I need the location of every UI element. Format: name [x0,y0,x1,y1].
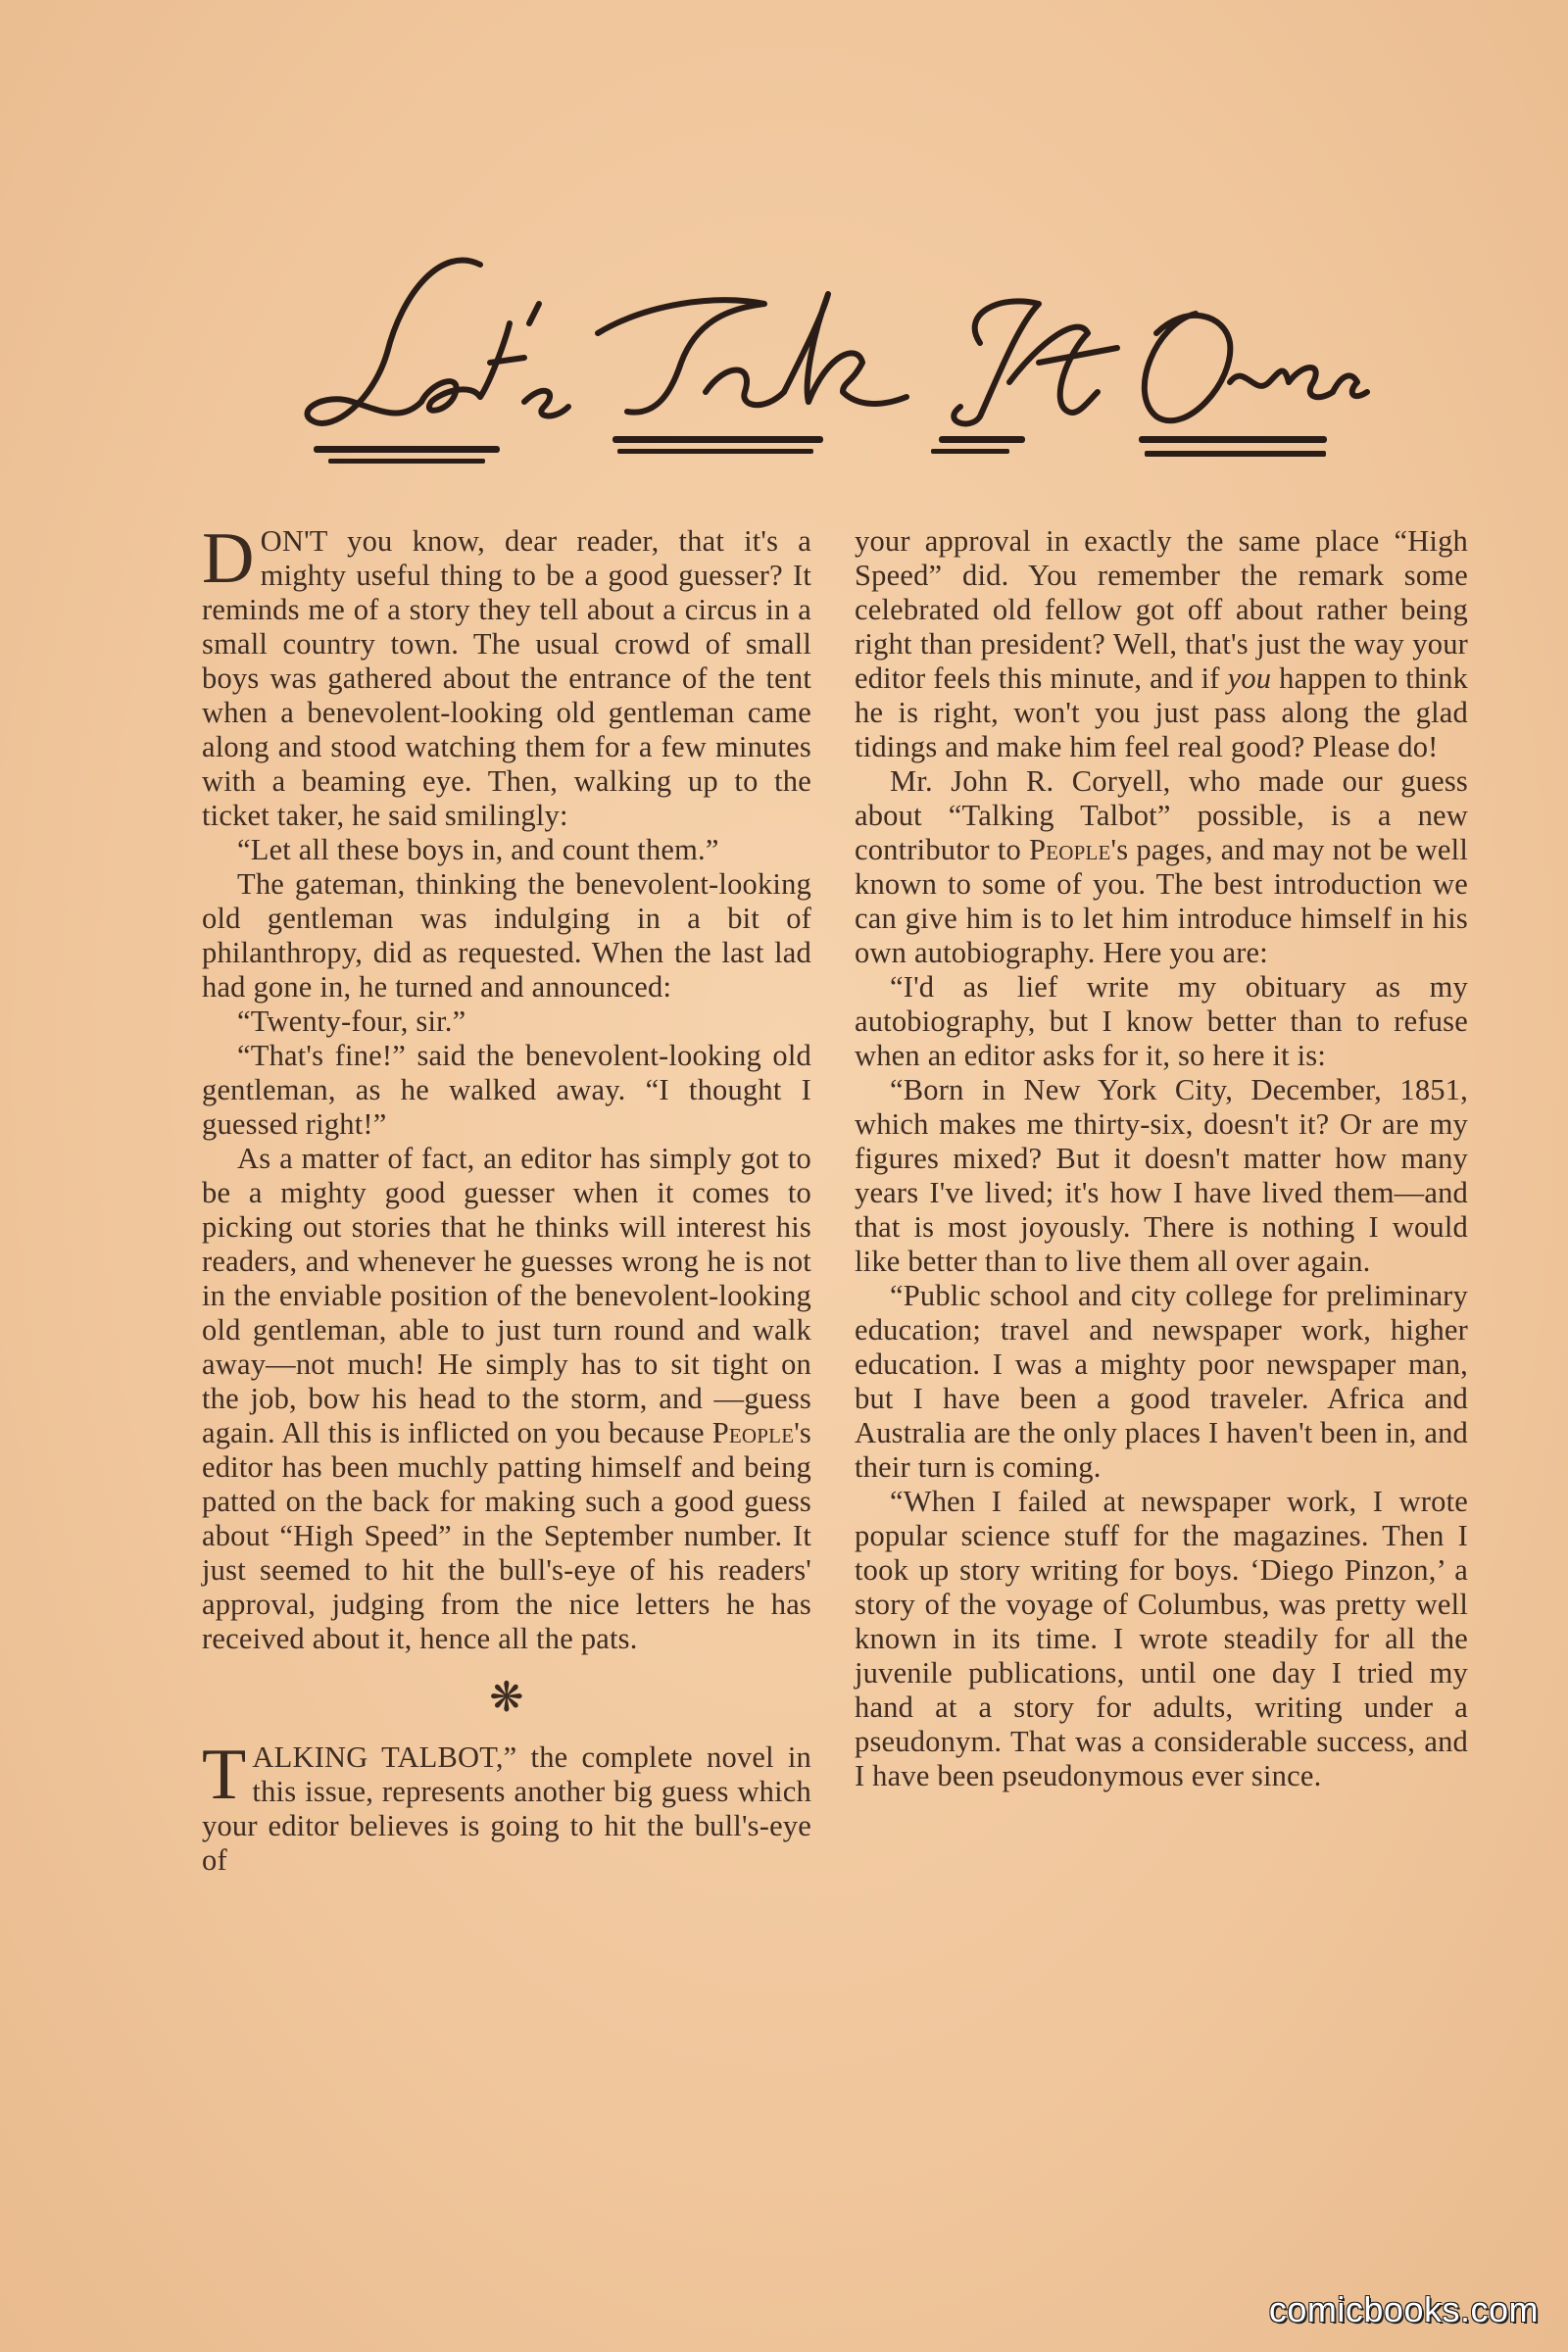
section-ornament: ❋ [489,1676,524,1721]
paragraph-1 [202,518,811,833]
paragraph-10: “I'd as lief write my obituary as my autobiography, but I know better than to refuse when an editor asks for it, so here it is: [855,970,1468,1072]
paragraph-6-text-a: As a matter of fact, an editor has simply got to be a mighty good guesser when it comes to picking out stories that he thinks will interest his readers, and whenever he guesses wrong he is not in the enviable position of the benevolent-looking old gentleman, able to just turn round and walk away—not much! He simply has to sit tight on the job, bow his head to the storm, and —guess again. All this is inflicted on you because [202,1142,811,1449]
site-watermark: comicbooks.com [1268,2289,1539,2329]
paragraph-2: “Let all these boys in, and count them.” [237,833,719,866]
paragraph-8-text-a: your approval in exactly the same place “High Speed” did. You remember the remark some celebrated old fellow got off about rather being right than president? Well, that's just the way your editor feels this minute, and if [855,524,1468,695]
paragraph-6-text-b: 's editor has been muchly patting himself and being patted on the back for making such a good guess about “High Speed” in the September number. It just seemed to hit the bull's-eye of his readers' approval, judging from the nice letters he has received about it, hence all the pats. [202,1416,811,1655]
right-column [855,524,1468,1793]
emphasis-you: you [1227,662,1272,695]
title-script-graphic [294,235,1372,490]
paragraph-12: “Public school and city college for preliminary education; travel and newspaper work, higher education. I was a mighty poor newspaper man, but I have been a good traveler. Africa and Australia are the only places I haven't been in, and their turn is coming. [855,1279,1468,1484]
paragraph-1-text: ON'T you know, dear reader, that it's a mighty useful thing to be a good guesser? It reminds me of a story they tell about a circus in a small country town. The usual crowd of small boys was gathered about the entrance of the tent when a benevolent-looking old gentleman came along and stood watching them for a few minutes with a beaming eye. Then, walking up to the ticket taker, he said smilingly: [202,524,811,832]
paragraph-8 [855,524,1468,764]
paragraph-9-text-b: 's pages, and may not be well known to some of you. The best introduction we can give him is to let him introduce himself in his own autobiography. Here you are: [855,833,1468,969]
drop-cap-d: D [202,518,255,599]
paragraph-4: “Twenty-four, sir.” [237,1004,466,1038]
left-column [202,518,811,1878]
paragraph-11: “Born in New York City, December, 1851, which makes me thirty-six, doesn't it? Or are my figures mixed? But it doesn't matter how many years I've lived; it's how I have lived them—and that is most joyously. There is nothing I would like better than to live them all over again. [855,1073,1468,1278]
paragraph-8-text-b: happen to think he is right, won't you just pass along the glad tidings and make him feel real good? Please do! [855,662,1469,763]
paragraph-13: “When I failed at newspaper work, I wrote popular science stuff for the magazines. Then I took up story writing for boys. ‘Diego Pinzon,’ a story of the voyage of Columbus, was pretty well known in its time. I wrote steadily for all the juvenile publications, until one day I tried my hand at a story for adults, writing under a pseudonym. That was a considerable success, and I have been pseudonymous ever since. [855,1485,1468,1792]
magazine-name: People [711,1416,795,1449]
paragraph-7 [202,1735,811,1878]
paragraph-7-text: ALKING TALBOT,” the complete novel in this issue, represents another big guess which your editor believes is going to hit the bull's-eye of [202,1740,811,1877]
paragraph-6 [202,1142,811,1656]
paragraph-9 [855,764,1468,970]
handwritten-title [294,235,1372,490]
drop-cap-t: T [202,1735,247,1815]
paragraph-5: “That's fine!” said the benevolent-looking old gentleman, as he walked away. “I thought I guessed right!” [202,1039,811,1141]
paragraph-3: The gateman, thinking the benevolent-looking old gentleman was indulging in a bit of philanthropy, did as requested. When the last lad had gone in, he turned and announced: [202,867,811,1004]
magazine-name-2: People [1029,833,1111,866]
paragraph-9-text-a: Mr. John R. Coryell, who made our guess about “Talking Talbot” possible, is a new contributor to [855,764,1468,866]
